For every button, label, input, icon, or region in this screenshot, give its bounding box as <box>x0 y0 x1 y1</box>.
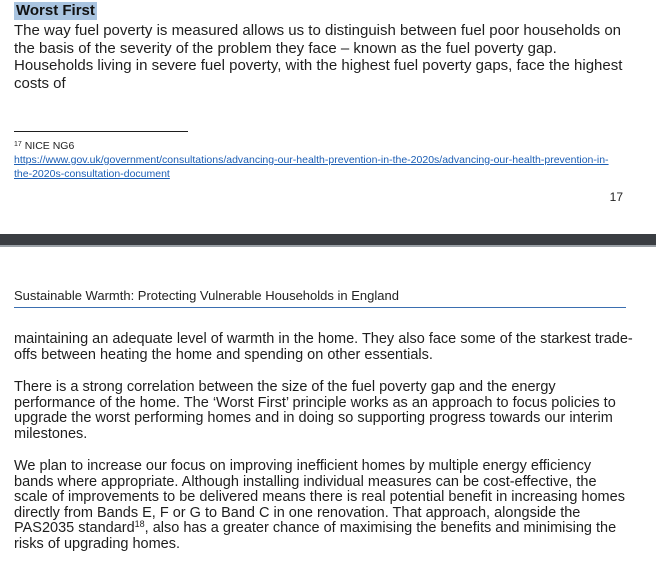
footnote <box>14 138 74 153</box>
footnote-link[interactable]: https://www.gov.uk/government/consultations/advancing-our-health-prevention-in-the-2020s/advancing-our-health-prevention-in-the-2020s-consultation-document <box>14 154 609 180</box>
paragraph-text: We plan to increase our focus on improving inefficient homes by multiple energy efficiency bands where appropriate. Although installing individual measures can be cost-effective, the scale of improvements to be delivered means there is real potential benefit in increasing homes directly from Bands E, F or G to Band C in one renovation. That approach, alongside the PAS2035 standard <box>14 458 625 536</box>
footnote-number: 17 <box>14 141 22 148</box>
section-heading: Worst First <box>16 2 95 19</box>
running-header: Sustainable Warmth: Protecting Vulnerable Households in England <box>14 288 399 303</box>
page-number: 17 <box>609 190 623 204</box>
page-break <box>0 234 656 245</box>
footnote-separator <box>14 131 188 132</box>
body-paragraph: maintaining an adequate level of warmth in the home. They also face some of the starkest trade-offs between heating the home and spending on other essentials. <box>14 331 633 363</box>
footnote-text: NICE NG6 <box>24 140 75 152</box>
header-rule <box>14 307 626 308</box>
footnote-reference[interactable]: 18 <box>134 519 145 529</box>
body-paragraph: There is a strong correlation between the size of the fuel poverty gap and the energy performance of the home. The ‘Worst First’ principle works as an approach to focus policies to upgrade the worst performing homes and in doing so supporting progress towards our interim milestones. <box>14 379 616 442</box>
page-break-shadow <box>0 245 656 247</box>
paragraph-text: , also has a greater chance of maximising the benefits and minimising the risks of upgrading homes. <box>14 520 617 552</box>
body-paragraph: The way fuel poverty is measured allows us to distinguish between fuel poor households on the basis of the severity of the problem they face – known as the fuel poverty gap. Households living in severe fuel poverty, with the highest fuel poverty gaps, face the highest costs of <box>14 22 623 92</box>
document-page-17 <box>0 0 656 234</box>
body-paragraph <box>14 459 634 552</box>
